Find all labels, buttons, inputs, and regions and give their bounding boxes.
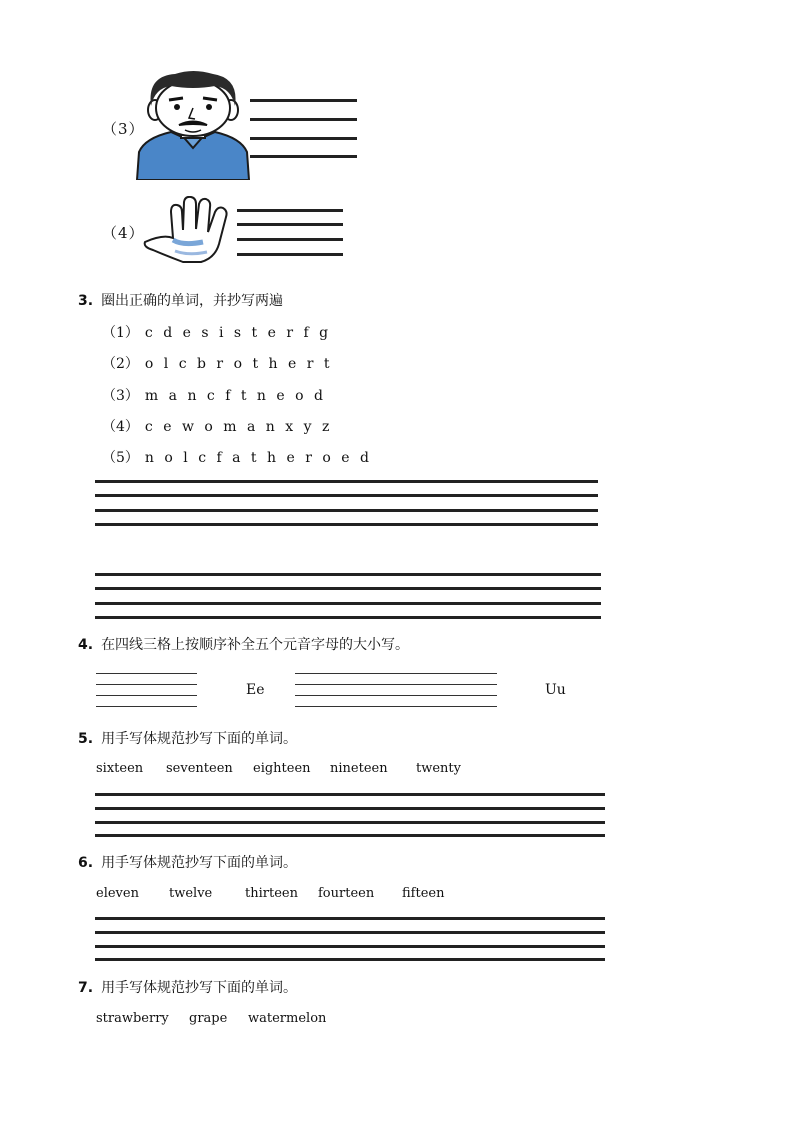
q6-word-3: thirteen: [245, 886, 298, 901]
q3-line-2: [102, 353, 333, 373]
vowel-Ee: Ee: [246, 682, 265, 698]
q7-word-2: grape: [189, 1011, 228, 1026]
question-4-heading: [78, 634, 409, 654]
q6-word-5: fifteen: [402, 886, 445, 901]
q3-line-4-letters: c e w o m a n x y z: [144, 419, 333, 435]
writing-lines-q6[interactable]: [95, 917, 605, 961]
question-5-number: 5.: [78, 731, 94, 747]
q3-line-5-letters: n o l c f a t h e r o e d: [144, 450, 372, 466]
writing-lines-q5[interactable]: [95, 793, 605, 837]
q3-line-2-letters: o l c b r o t h e r t: [144, 356, 333, 372]
writing-lines-q3-b[interactable]: [95, 573, 601, 619]
question-3-heading: [78, 290, 283, 310]
q3-line-5: [102, 447, 372, 467]
q3-line-1-num: （1）: [102, 325, 139, 341]
vowel-lines-b[interactable]: [295, 673, 497, 707]
q3-line-1: [102, 322, 331, 342]
q3-line-1-letters: c d e s i s t e r f g: [144, 325, 332, 341]
q3-line-4: [102, 416, 332, 436]
q5-word-1: sixteen: [96, 761, 144, 776]
item-4-number: （4）: [102, 224, 145, 242]
q3-line-2-num: （2）: [102, 356, 139, 372]
q5-word-4: nineteen: [330, 761, 388, 776]
item-3-number: （3）: [102, 120, 145, 138]
question-3-title: 圈出正确的单词，并抄写两遍: [101, 293, 284, 309]
question-6-title: 用手写体规范抄写下面的单词。: [101, 855, 298, 871]
question-7-heading: [78, 977, 297, 997]
vowel-lines-a[interactable]: [96, 673, 197, 707]
q7-word-3: watermelon: [248, 1011, 327, 1026]
vowel-Uu: Uu: [545, 682, 566, 698]
question-4-number: 4.: [78, 637, 94, 653]
question-7-number: 7.: [78, 980, 94, 996]
q3-line-3: [102, 385, 326, 405]
q3-line-3-num: （3）: [102, 388, 139, 404]
hand-picture: [143, 196, 237, 268]
q3-line-5-num: （5）: [102, 450, 139, 466]
q7-word-1: strawberry: [96, 1011, 169, 1026]
q6-word-4: fourteen: [318, 886, 375, 901]
man-picture: [135, 70, 251, 180]
q5-word-2: seventeen: [166, 761, 233, 776]
q6-word-1: eleven: [96, 886, 139, 901]
question-5-title: 用手写体规范抄写下面的单词。: [101, 731, 298, 747]
question-5-heading: [78, 728, 297, 748]
q3-line-3-letters: m a n c f t n e o d: [144, 388, 326, 404]
question-3-number: 3.: [78, 293, 94, 309]
writing-lines-item-3[interactable]: [250, 99, 357, 159]
writing-lines-item-4[interactable]: [237, 209, 343, 257]
question-6-number: 6.: [78, 855, 94, 871]
q5-word-3: eighteen: [253, 761, 311, 776]
writing-lines-q3-a[interactable]: [95, 480, 598, 526]
question-6-heading: [78, 852, 297, 872]
q3-line-4-num: （4）: [102, 419, 139, 435]
q6-word-2: twelve: [169, 886, 213, 901]
question-4-title: 在四线三格上按顺序补全五个元音字母的大小写。: [101, 637, 410, 653]
question-7-title: 用手写体规范抄写下面的单词。: [101, 980, 298, 996]
q5-word-5: twenty: [416, 761, 461, 776]
